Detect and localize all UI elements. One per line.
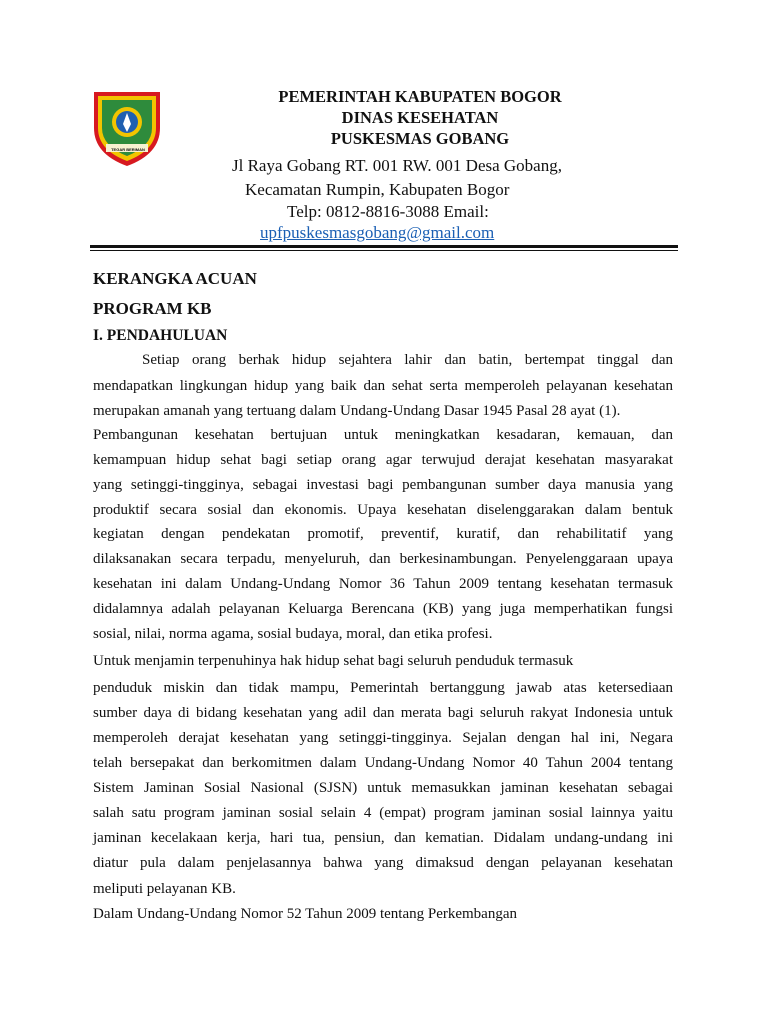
body-line: produktif secara sosial dan ekonomis. Upaya kesehatan diselenggarakan dalam bentuk bbox=[93, 502, 673, 518]
body-line: sosial, nilai, norma agama, sosial budaya, moral, dan etika profesi. bbox=[93, 626, 493, 642]
doc-subtitle: PROGRAM KB bbox=[93, 299, 212, 318]
email-link[interactable]: upfpuskesmasgobang@gmail.com bbox=[260, 223, 495, 242]
body-line: merupakan amanah yang tertuang dalam Undang-Undang Dasar 1945 Pasal 28 ayat (1). bbox=[93, 403, 621, 419]
doc-title: KERANGKA ACUAN bbox=[93, 269, 257, 288]
header-rule-thick bbox=[90, 245, 678, 248]
body-line: dilaksanakan secara terpadu, menyeluruh, dan berkesinambungan. Penyelenggaraan upaya bbox=[93, 551, 673, 567]
body-line: Setiap orang berhak hidup sejahtera lahir dan batin, bertempat tinggal dan bbox=[142, 352, 673, 368]
header-rule-thin bbox=[90, 250, 678, 251]
body-line: jaminan kecelakaan kerja, hari tua, pensiun, dan kematian. Didalam undang-undang ini bbox=[93, 830, 673, 846]
body-line: Pembangunan kesehatan bertujuan untuk meningkatkan kesadaran, kemauan, dan bbox=[93, 427, 673, 443]
header-address-1: Jl Raya Gobang RT. 001 RW. 001 Desa Gobang, bbox=[232, 156, 562, 175]
body-line: telah bersepakat dan berkomitmen dalam Undang-Undang Nomor 40 Tahun 2004 tentang bbox=[93, 755, 673, 771]
body-line: meliputi pelayanan KB. bbox=[93, 881, 236, 897]
letterhead bbox=[200, 86, 640, 149]
body-line: salah satu program jaminan sosial selain 4 (empat) program jaminan sosial lainnya yaitu bbox=[93, 805, 673, 821]
header-department: DINAS KESEHATAN bbox=[341, 108, 499, 127]
body-line: yang setinggi-tingginya, sebagai investasi bagi pembangunan sumber daya manusia yang bbox=[93, 477, 673, 493]
body-line: kemampuan hidup sehat bagi setiap orang agar terwujud derajat kesehatan masyarakat bbox=[93, 452, 673, 468]
body-line: kegiatan dengan pendekatan promotif, preventif, kuratif, dan rehabilitatif yang bbox=[93, 526, 673, 542]
header-government: PEMERINTAH KABUPATEN BOGOR bbox=[278, 87, 562, 106]
body-line: mendapatkan lingkungan hidup yang baik dan sehat serta memperoleh pelayanan kesehatan bbox=[93, 378, 673, 394]
body-line: kesehatan ini dalam Undang-Undang Nomor 36 Tahun 2009 tentang kesehatan termasuk bbox=[93, 576, 673, 592]
body-line: sumber daya di bidang kesehatan yang adil dan merata bagi seluruh rakyat Indonesia untuk bbox=[93, 705, 673, 721]
body-line: memperoleh derajat kesehatan yang setinggi-tingginya. Sejalan dengan hal ini, Negara bbox=[93, 730, 673, 746]
header-puskesmas: PUSKESMAS GOBANG bbox=[330, 129, 510, 148]
body-line: penduduk miskin dan tidak mampu, Pemerintah bertanggung jawab atas ketersediaan bbox=[93, 680, 673, 696]
body-line: Sistem Jaminan Sosial Nasional (SJSN) untuk memasukkan jaminan kesehatan sebagai bbox=[93, 780, 673, 796]
body-line: didalamnya adalah pelayanan Keluarga Berencana (KB) yang juga memperhatikan fungsi bbox=[93, 601, 673, 617]
header-address-2: Kecamatan Rumpin, Kabupaten Bogor bbox=[245, 180, 510, 199]
body-line: Dalam Undang-Undang Nomor 52 Tahun 2009 tentang Perkembangan bbox=[93, 906, 517, 922]
body-line: Untuk menjamin terpenuhinya hak hidup sehat bagi seluruh penduduk termasuk bbox=[93, 653, 574, 669]
body-line: diatur pula dalam penjelasannya bahwa yang dimaksud dengan pelayanan kesehatan bbox=[93, 855, 673, 871]
logo-caption: TEGAR BERIMAN bbox=[111, 147, 145, 152]
header-phone: Telp: 0812-8816-3088 Email: bbox=[287, 202, 489, 221]
section-heading: I. PENDAHULUAN bbox=[93, 327, 228, 344]
kabupaten-bogor-logo bbox=[90, 88, 164, 168]
